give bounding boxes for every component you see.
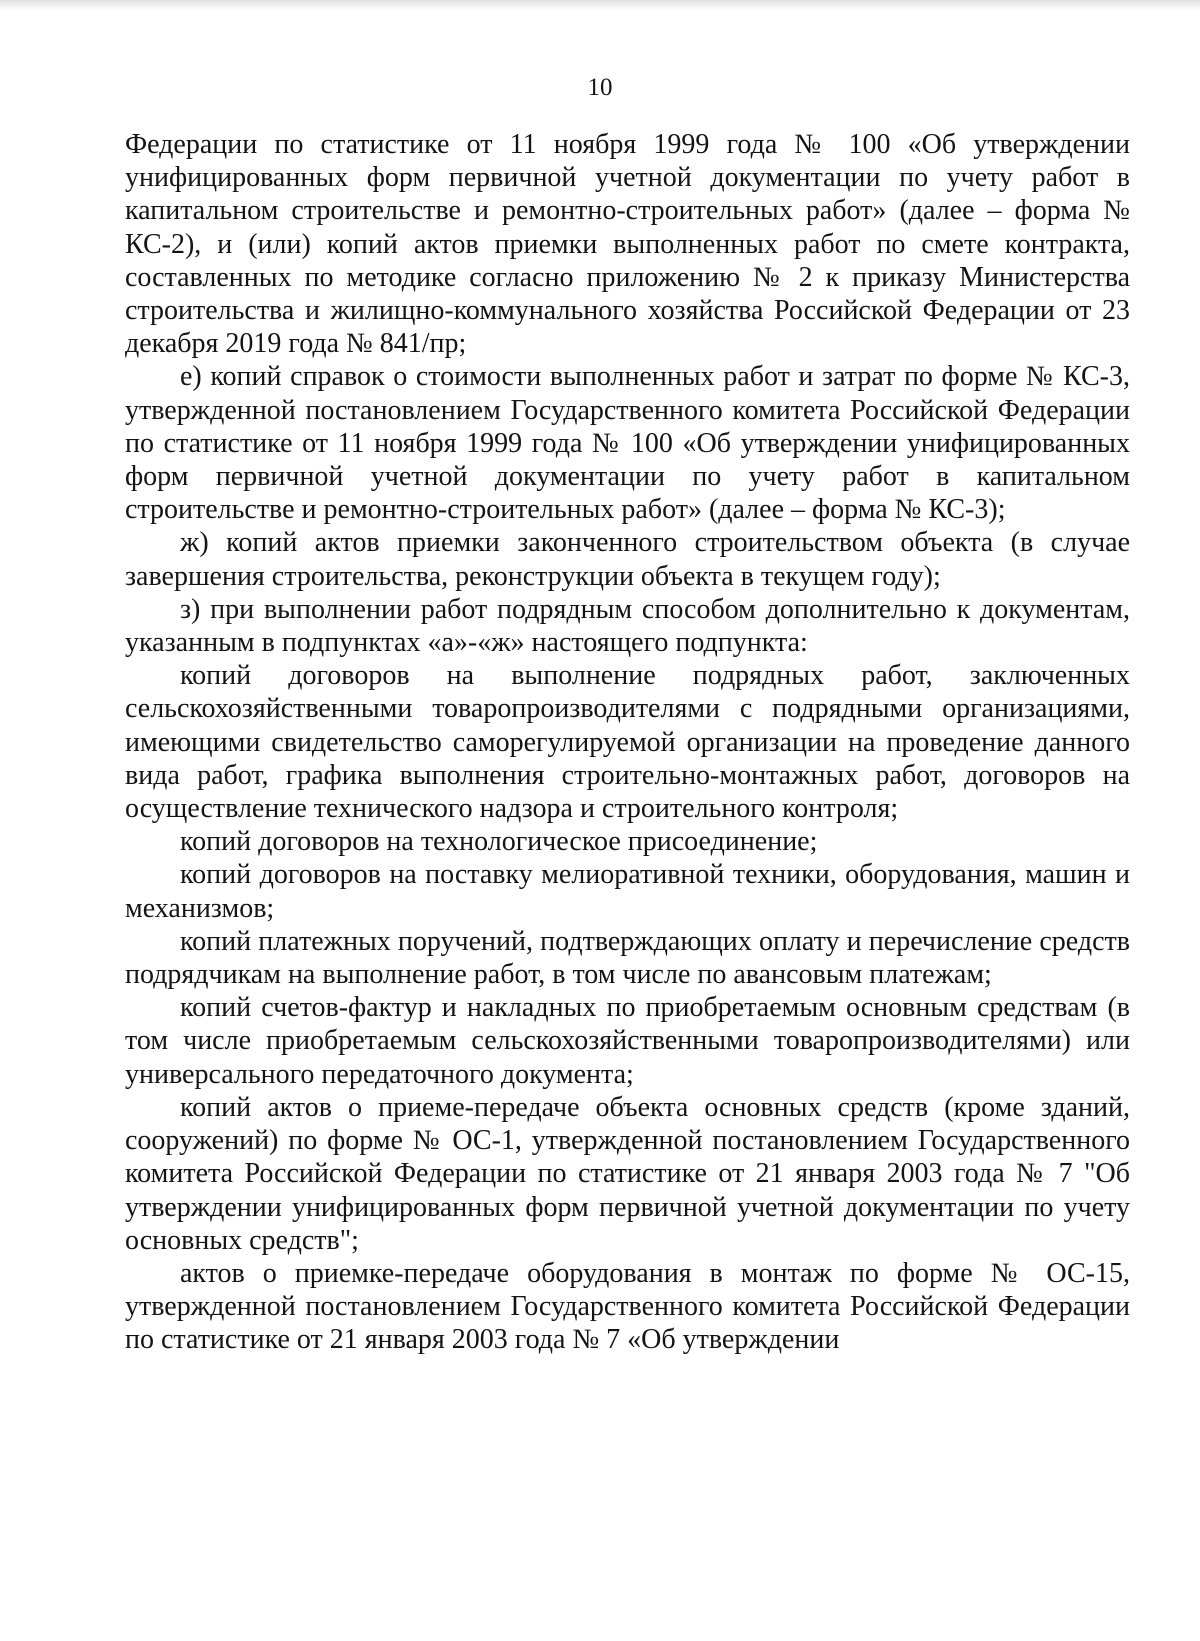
scan-edge-shadow xyxy=(0,0,1200,10)
paragraph-contract-copies: копий договоров на выполнение подрядных работ, заключенных сельскохозяйственными товаропроизводителями с подрядными организациями, имеющими свидетельство саморегулируемой организации на проведение данного вида работ, графика выполнения строительно-монтажных работ, договоров на осуществление технического надзора и строительного контроля; xyxy=(125,660,1130,825)
paragraph-item-zh: ж) копий актов приемки законченного строительством объекта (в случае завершения строительства, реконструкции объекта в текущем году); xyxy=(125,527,1130,592)
paragraph-os1-acts: копий актов о приеме-передаче объекта основных средств (кроме зданий, сооружений) по форме № ОС-1, утвержденной постановлением Государственного комитета Российской Федерации по статистике от 21 января 2003 года № 7 "Об утверждении унифицированных форм первичной учетной документации по учету основных средств"; xyxy=(125,1091,1130,1256)
page-number: 10 xyxy=(587,74,613,101)
paragraph-form-ks2-continuation: Федерации по статистике от 11 ноября 1999 года № 100 «Об утверждении унифицированных форм первичной учетной документации по учету работ в капитальном строительстве и ремонтно-строительных работ» (далее – форма № КС-2), и (или) копий актов приемки выполненных работ по смете контракта, составленных по методике согласно приложению № 2 к приказу Министерства строительства и жилищно-коммунального хозяйства Российской Федерации от 23 декабря 2019 года № 841/пр; xyxy=(125,129,1130,360)
paragraph-payment-orders: копий платежных поручений, подтверждающих оплату и перечисление средств подрядчикам на выполнение работ, в том числе по авансовым платежам; xyxy=(125,925,1130,991)
paragraph-supply-contracts: копий договоров на поставку мелиоративной техники, оборудования, машин и механизмов; xyxy=(125,859,1130,924)
document-body xyxy=(125,128,1130,1357)
paragraph-item-z: з) при выполнении работ подрядным способом дополнительно к документам, указанным в подпунктах «а»-«ж» настоящего подпункта: xyxy=(125,593,1130,659)
paragraph-item-e: е) копий справок о стоимости выполненных работ и затрат по форме № КС-3, утвержденной постановлением Государственного комитета Российской Федерации по статистике от 11 ноября 1999 года № 100 «Об утверждении унифицированных форм первичной учетной документации по учету работ в капитальном строительстве и ремонтно-строительных работ» (далее – форма № КС-3); xyxy=(125,361,1130,526)
paragraph-invoices: копий счетов-фактур и накладных по приобретаемым основным средствам (в том числе приобретаемым сельскохозяйственными товаропроизводителями) или универсального передаточного документа; xyxy=(125,992,1130,1090)
paragraph-os15-acts: актов о приемке-передаче оборудования в монтаж по форме № ОС-15, утвержденной постановлением Государственного комитета Российской Федерации по статистике от 21 января 2003 года № 7 «Об утверждении xyxy=(125,1257,1130,1356)
paragraph-connection-contracts: копий договоров на технологическое присоединение; xyxy=(180,826,818,858)
